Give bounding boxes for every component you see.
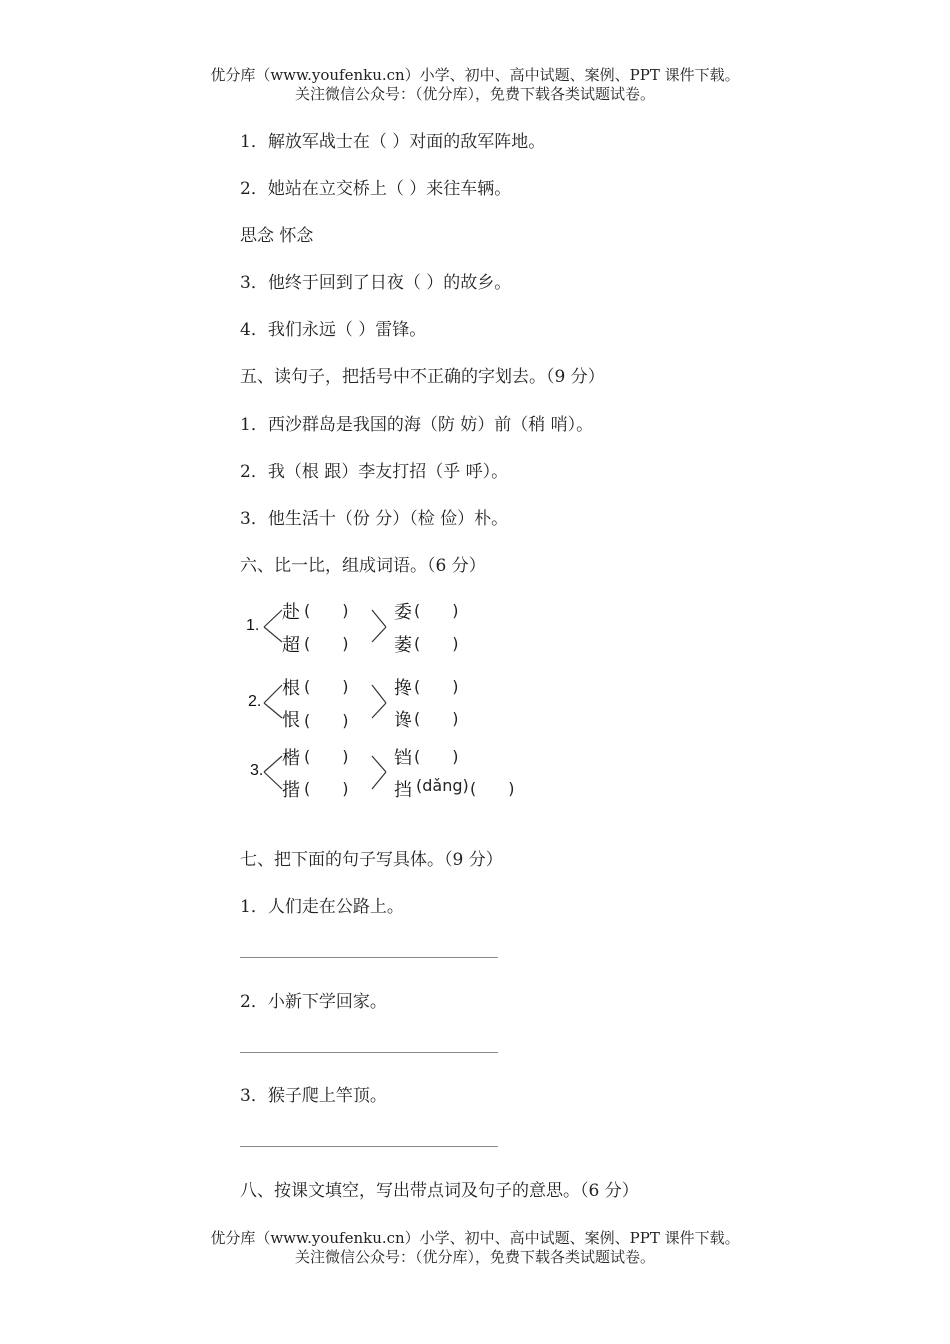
footer-line-1: 优分库（www.youfenku.cn）小学、初中、高中试题、案例、PPT 课件下载。	[210, 1229, 740, 1247]
s5-question-1: 1．西沙群岛是我国的海（防 妨）前（稍 哨）。	[240, 415, 594, 435]
s4-question-4: 4．我们永远（ ）雷锋。	[240, 320, 427, 340]
group-2-number: 2.	[248, 693, 262, 710]
group-3-right-char-1: 铛	[394, 748, 412, 769]
s5-question-2: 2．我（根 跟）李友打招（乎 呼）。	[240, 462, 509, 482]
group-1-left-char-1: 赴	[282, 602, 300, 623]
answer-blank: ( )	[414, 601, 459, 620]
group-1-number: 1.	[246, 617, 260, 634]
answer-blank: ( )	[414, 677, 459, 696]
group-3-left-char-2: 揩	[282, 780, 300, 801]
s4-question-1: 1．解放军战士在（ ）对面的敌军阵地。	[240, 132, 546, 152]
group-3-right-char-2: 挡	[394, 780, 412, 801]
footer-line-2: 关注微信公众号：（优分库），免费下载各类试题试卷。	[294, 1248, 655, 1266]
section-5-title: 五、读句子，把括号中不正确的字划去。（9 分）	[240, 367, 605, 387]
s4-word-choices: 思念 怀念	[240, 226, 314, 246]
answer-blank: ( )	[414, 747, 459, 766]
pinyin-dang: (dǎng)	[416, 776, 469, 795]
compare-words-figure	[244, 594, 534, 804]
group-1-right-char-2: 萎	[394, 635, 412, 656]
header-line-1: 优分库（www.youfenku.cn）小学、初中、高中试题、案例、PPT 课件下载。	[210, 66, 740, 84]
answer-line-1	[240, 957, 498, 958]
answer-blank: ( )	[304, 747, 349, 766]
s7-question-2: 2．小新下学回家。	[240, 992, 387, 1012]
section-6-title: 六、比一比，组成词语。（6 分）	[240, 556, 486, 576]
group-2-left-char-1: 根	[282, 678, 300, 699]
answer-blank: ( )	[304, 779, 349, 798]
s4-question-3: 3．他终于回到了日夜（ ）的故乡。	[240, 273, 512, 293]
s4-question-2: 2．她站在立交桥上（ ）来往车辆。	[240, 179, 512, 199]
answer-blank: ( )	[414, 634, 459, 653]
answer-blank: ( )	[414, 709, 459, 728]
group-3-number: 3.	[250, 762, 264, 779]
section-7-title: 七、把下面的句子写具体。（9 分）	[240, 850, 503, 870]
group-2-right-char-2: 谗	[394, 710, 412, 731]
group-2-left-char-2: 恨	[282, 710, 300, 731]
answer-blank: ( )	[304, 711, 349, 730]
group-1-right-char-1: 委	[394, 602, 412, 623]
answer-blank: ( )	[304, 677, 349, 696]
s7-question-3: 3．猴子爬上竿顶。	[240, 1086, 387, 1106]
answer-blank: ( )	[470, 779, 515, 798]
section-8-title: 八、按课文填空，写出带点词及句子的意思。（6 分）	[240, 1181, 639, 1201]
group-3-left-char-1: 楷	[282, 748, 300, 769]
s7-question-1: 1．人们走在公路上。	[240, 897, 404, 917]
group-1-left-char-2: 超	[282, 635, 300, 656]
answer-blank: ( )	[304, 634, 349, 653]
s5-question-3: 3．他生活十（份 分）（检 俭）朴。	[240, 509, 509, 529]
header-line-2: 关注微信公众号：（优分库），免费下载各类试题试卷。	[294, 85, 655, 103]
group-2-right-char-1: 搀	[394, 678, 412, 699]
answer-line-3	[240, 1146, 498, 1147]
answer-blank: ( )	[304, 601, 349, 620]
answer-line-2	[240, 1052, 498, 1053]
